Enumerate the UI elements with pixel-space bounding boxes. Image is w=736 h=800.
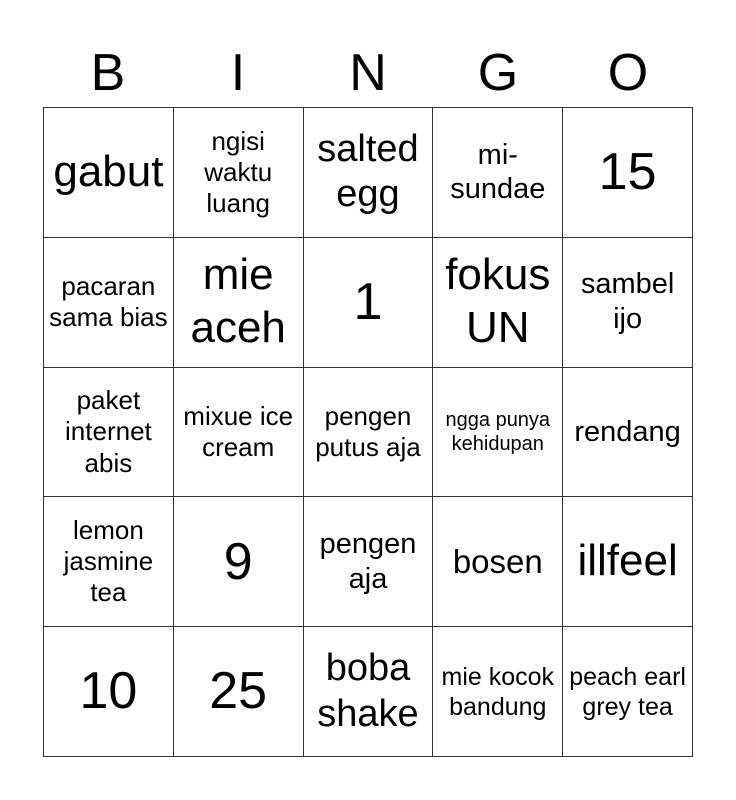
bingo-cell[interactable]	[304, 368, 434, 498]
cell-text: sambel ijo	[580, 268, 675, 336]
cell-text: mie kocok bandung	[441, 662, 555, 721]
bingo-cell[interactable]	[44, 497, 174, 627]
cell-text: 15	[598, 143, 657, 202]
header-letter-n: N	[349, 44, 387, 102]
bingo-cell[interactable]	[563, 627, 693, 757]
bingo-cell[interactable]	[174, 627, 304, 757]
cell-text: fokus UN	[445, 250, 551, 353]
bingo-cell[interactable]	[174, 238, 304, 368]
bingo-cell[interactable]	[563, 497, 693, 627]
cell-text: mi-sundae	[450, 138, 546, 206]
header-letter-g: G	[477, 44, 519, 102]
bingo-cell[interactable]	[433, 238, 563, 368]
cell-text: mixue ice cream	[183, 400, 294, 462]
cell-text: pengen putus aja	[315, 400, 421, 462]
bingo-cell[interactable]	[433, 497, 563, 627]
cell-text: bosen	[452, 542, 543, 580]
bingo-cell[interactable]	[174, 497, 304, 627]
header-letter-i: I	[230, 44, 246, 102]
cell-text: ngga punya kehidupan	[445, 408, 551, 455]
bingo-cell[interactable]	[44, 238, 174, 368]
cell-text: mie aceh	[190, 250, 286, 353]
cell-text: 9	[223, 532, 253, 591]
cell-text: 1	[353, 273, 383, 331]
cell-text: 10	[79, 662, 138, 721]
cell-text: peach earl grey tea	[569, 662, 686, 721]
bingo-cell[interactable]	[44, 108, 174, 238]
cell-text: ngisi waktu luang	[204, 125, 273, 218]
bingo-cell[interactable]	[563, 108, 693, 238]
bingo-cell[interactable]	[174, 368, 304, 498]
bingo-cell[interactable]	[174, 108, 304, 238]
cell-text: paket internet abis	[65, 385, 152, 478]
cell-text: lemon jasmine tea	[63, 515, 154, 608]
bingo-cell[interactable]	[44, 368, 174, 498]
header-letter-o: O	[607, 44, 649, 102]
cell-text: 25	[209, 662, 268, 721]
cell-text: gabut	[53, 147, 164, 196]
header-letter-b: B	[90, 44, 126, 102]
bingo-cell[interactable]	[304, 497, 434, 627]
bingo-cell[interactable]	[304, 108, 434, 238]
bingo-cell[interactable]	[563, 238, 693, 368]
cell-text: rendang	[574, 415, 681, 448]
bingo-header	[43, 40, 693, 106]
bingo-cell[interactable]	[433, 368, 563, 498]
cell-text: salted egg	[317, 127, 419, 216]
bingo-cell[interactable]	[563, 368, 693, 498]
bingo-cell[interactable]	[433, 627, 563, 757]
bingo-cell[interactable]	[44, 627, 174, 757]
bingo-cell[interactable]	[304, 238, 434, 368]
cell-text: pengen aja	[319, 527, 417, 595]
cell-text: illfeel	[577, 536, 678, 586]
cell-text: boba shake	[317, 647, 419, 735]
bingo-card-grid	[43, 107, 693, 757]
cell-text: pacaran sama bias	[49, 271, 168, 333]
bingo-cell[interactable]	[304, 627, 434, 757]
bingo-cell[interactable]	[433, 108, 563, 238]
